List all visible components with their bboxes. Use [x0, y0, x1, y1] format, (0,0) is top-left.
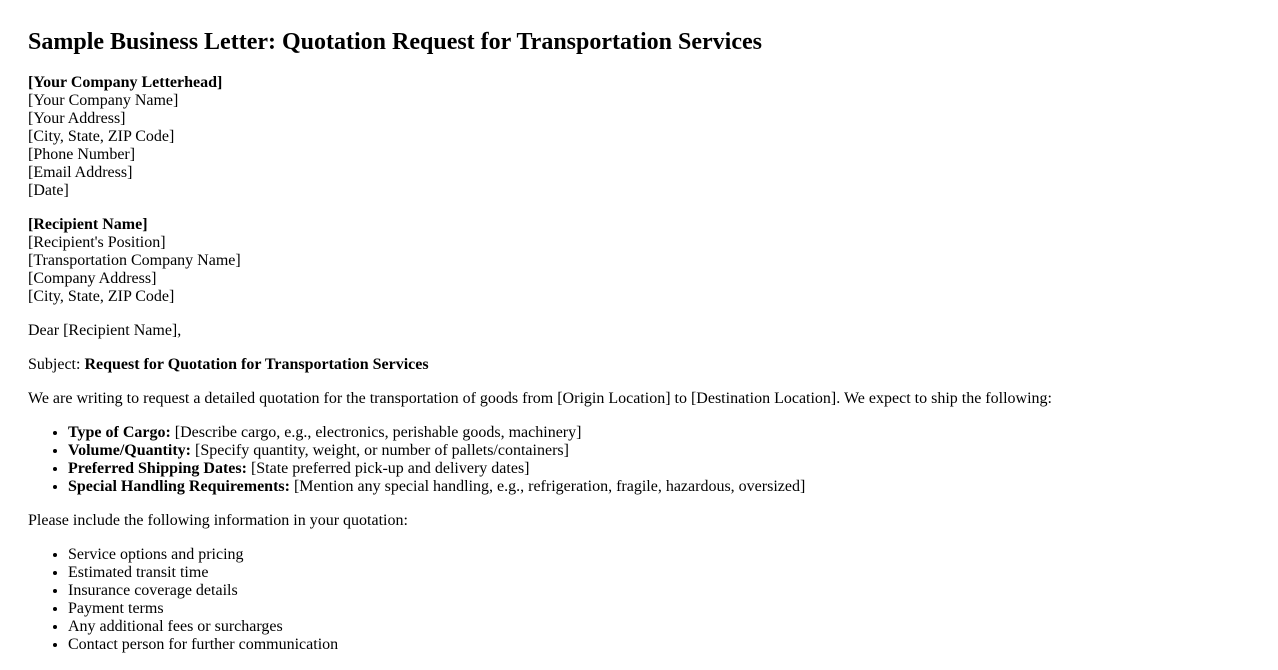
item-value: [Describe cargo, e.g., electronics, perishable goods, machinery]: [174, 424, 582, 441]
list-item: [68, 478, 1258, 496]
list-item: [68, 442, 1258, 460]
item-value: [Mention any special handling, e.g., refrigeration, fragile, hazardous, oversized]: [293, 478, 806, 495]
intro-paragraph: We are writing to request a detailed quotation for the transportation of goods from [Origin Location] to [Destination Location]. We expect to ship the following:: [28, 390, 1052, 407]
recipient-block: [28, 216, 1258, 306]
list-item: • Insurance coverage details: [68, 582, 1258, 600]
recipient-city-state-zip: [City, State, ZIP Code]: [28, 288, 175, 305]
sender-block: [28, 74, 1258, 200]
sender-company-name: [Your Company Name]: [28, 92, 179, 109]
item-value: [State preferred pick-up and delivery dates]: [250, 460, 530, 477]
salutation: Dear [Recipient Name],: [28, 322, 182, 339]
recipient-company-name: [Transportation Company Name]: [28, 252, 241, 269]
item-label: Special Handling Requirements:: [68, 478, 290, 495]
list-item: • Service options and pricing: [68, 546, 1258, 564]
sender-letterhead: [Your Company Letterhead]: [28, 74, 223, 91]
recipient-position: [Recipient's Position]: [28, 234, 166, 251]
item-label: Type of Cargo:: [68, 424, 171, 441]
recipient-name: [Recipient Name]: [28, 216, 148, 233]
list-item: • Estimated transit time: [68, 564, 1258, 582]
list-item: • Payment terms: [68, 600, 1258, 618]
sender-email: [Email Address]: [28, 164, 133, 181]
subject-label: Subject:: [28, 356, 81, 373]
letter-date: [Date]: [28, 182, 69, 199]
list-item: • Contact person for further communication: [68, 636, 1258, 654]
list-item: [68, 460, 1258, 478]
sender-address: [Your Address]: [28, 110, 126, 127]
include-intro: Please include the following information in your quotation:: [28, 512, 408, 529]
list-item: [68, 424, 1258, 442]
sender-phone: [Phone Number]: [28, 146, 136, 163]
item-value: [Specify quantity, weight, or number of pallets/containers]: [194, 442, 569, 459]
list-item: • Any additional fees or surcharges: [68, 618, 1258, 636]
subject-line: [28, 356, 1258, 374]
shipment-details-list: [28, 424, 1258, 496]
page-title: Sample Business Letter: Quotation Request for Transportation Services: [28, 29, 762, 55]
subject-text: Request for Quotation for Transportation Services: [84, 356, 429, 373]
letter-document: [28, 28, 1258, 670]
item-label: Preferred Shipping Dates:: [68, 460, 247, 477]
quotation-info-list: [28, 546, 1258, 654]
item-label: Volume/Quantity:: [68, 442, 191, 459]
recipient-company-address: [Company Address]: [28, 270, 157, 287]
sender-city-state-zip: [City, State, ZIP Code]: [28, 128, 175, 145]
